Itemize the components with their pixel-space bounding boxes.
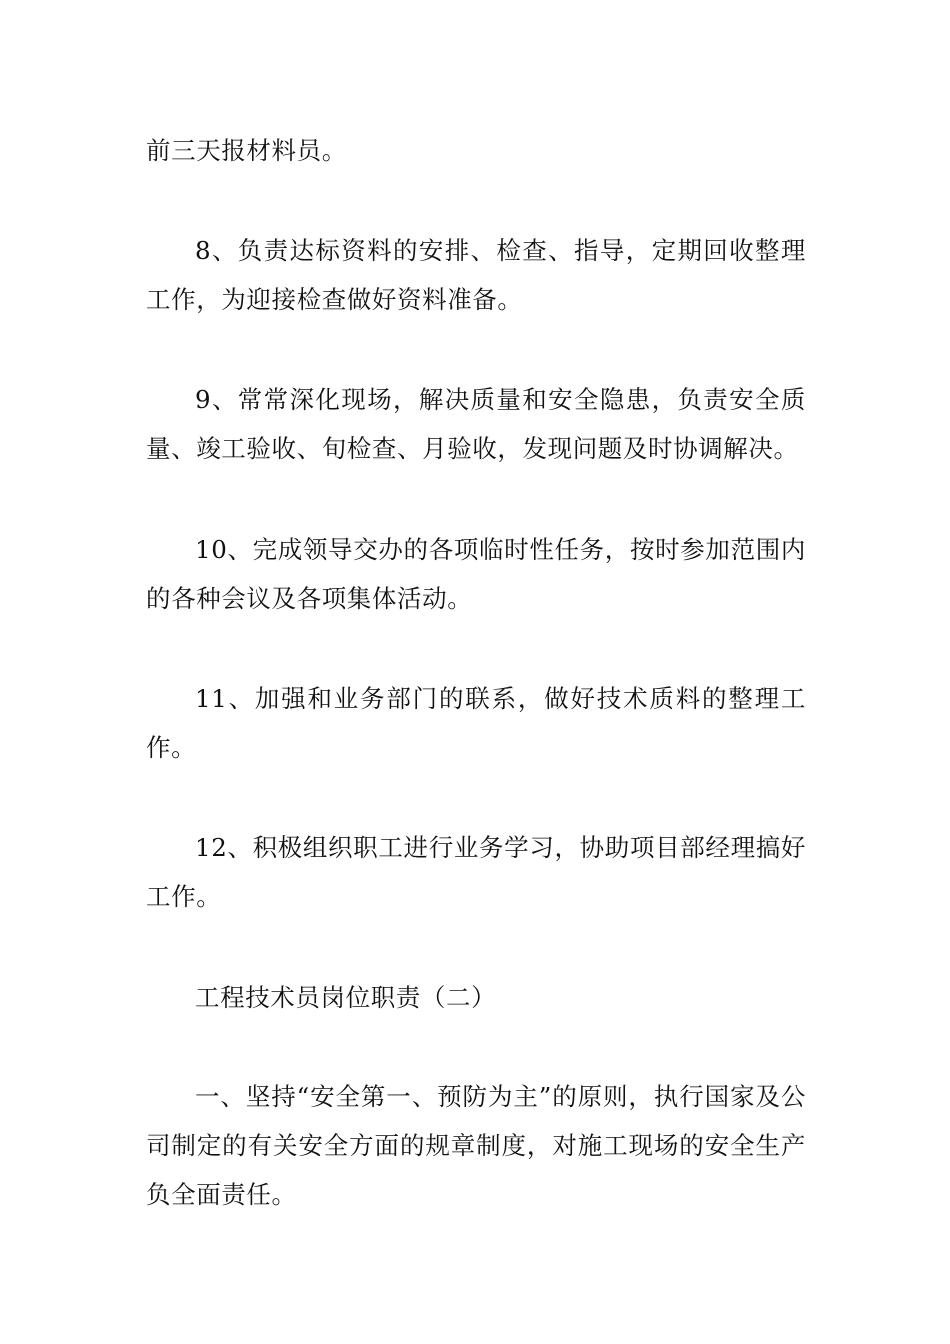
paragraph-item-11: 11、加强和业务部门的联系，做好技术质料的整理工作。	[146, 684, 806, 762]
paragraph-continuation: 前三天报材料员。	[146, 136, 347, 165]
paragraph-item-10: 10、完成领导交办的各项临时性任务，按时参加范围内的各种会议及各项集体活动。	[146, 535, 806, 613]
paragraph-item-1: 一、坚持“安全第一、预防为主”的原则，执行国家及公司制定的有关安全方面的规章制度，对施工现场的安全生产负全面责任。	[146, 1082, 806, 1209]
paragraph-item-8: 8、负责达标资料的安排、检查、指导，定期回收整理工作，为迎接检查做好资料准备。	[146, 236, 806, 314]
paragraph-item-12: 12、积极组织职工进行业务学习，协助项目部经理搞好工作。	[146, 833, 806, 911]
section-heading: 工程技术员岗位职责（二）	[195, 983, 497, 1012]
paragraph-item-9: 9、常常深化现场，解决质量和安全隐患，负责安全质量、竣工验收、旬检查、月验收，发现问题及时协调解决。	[146, 385, 806, 463]
